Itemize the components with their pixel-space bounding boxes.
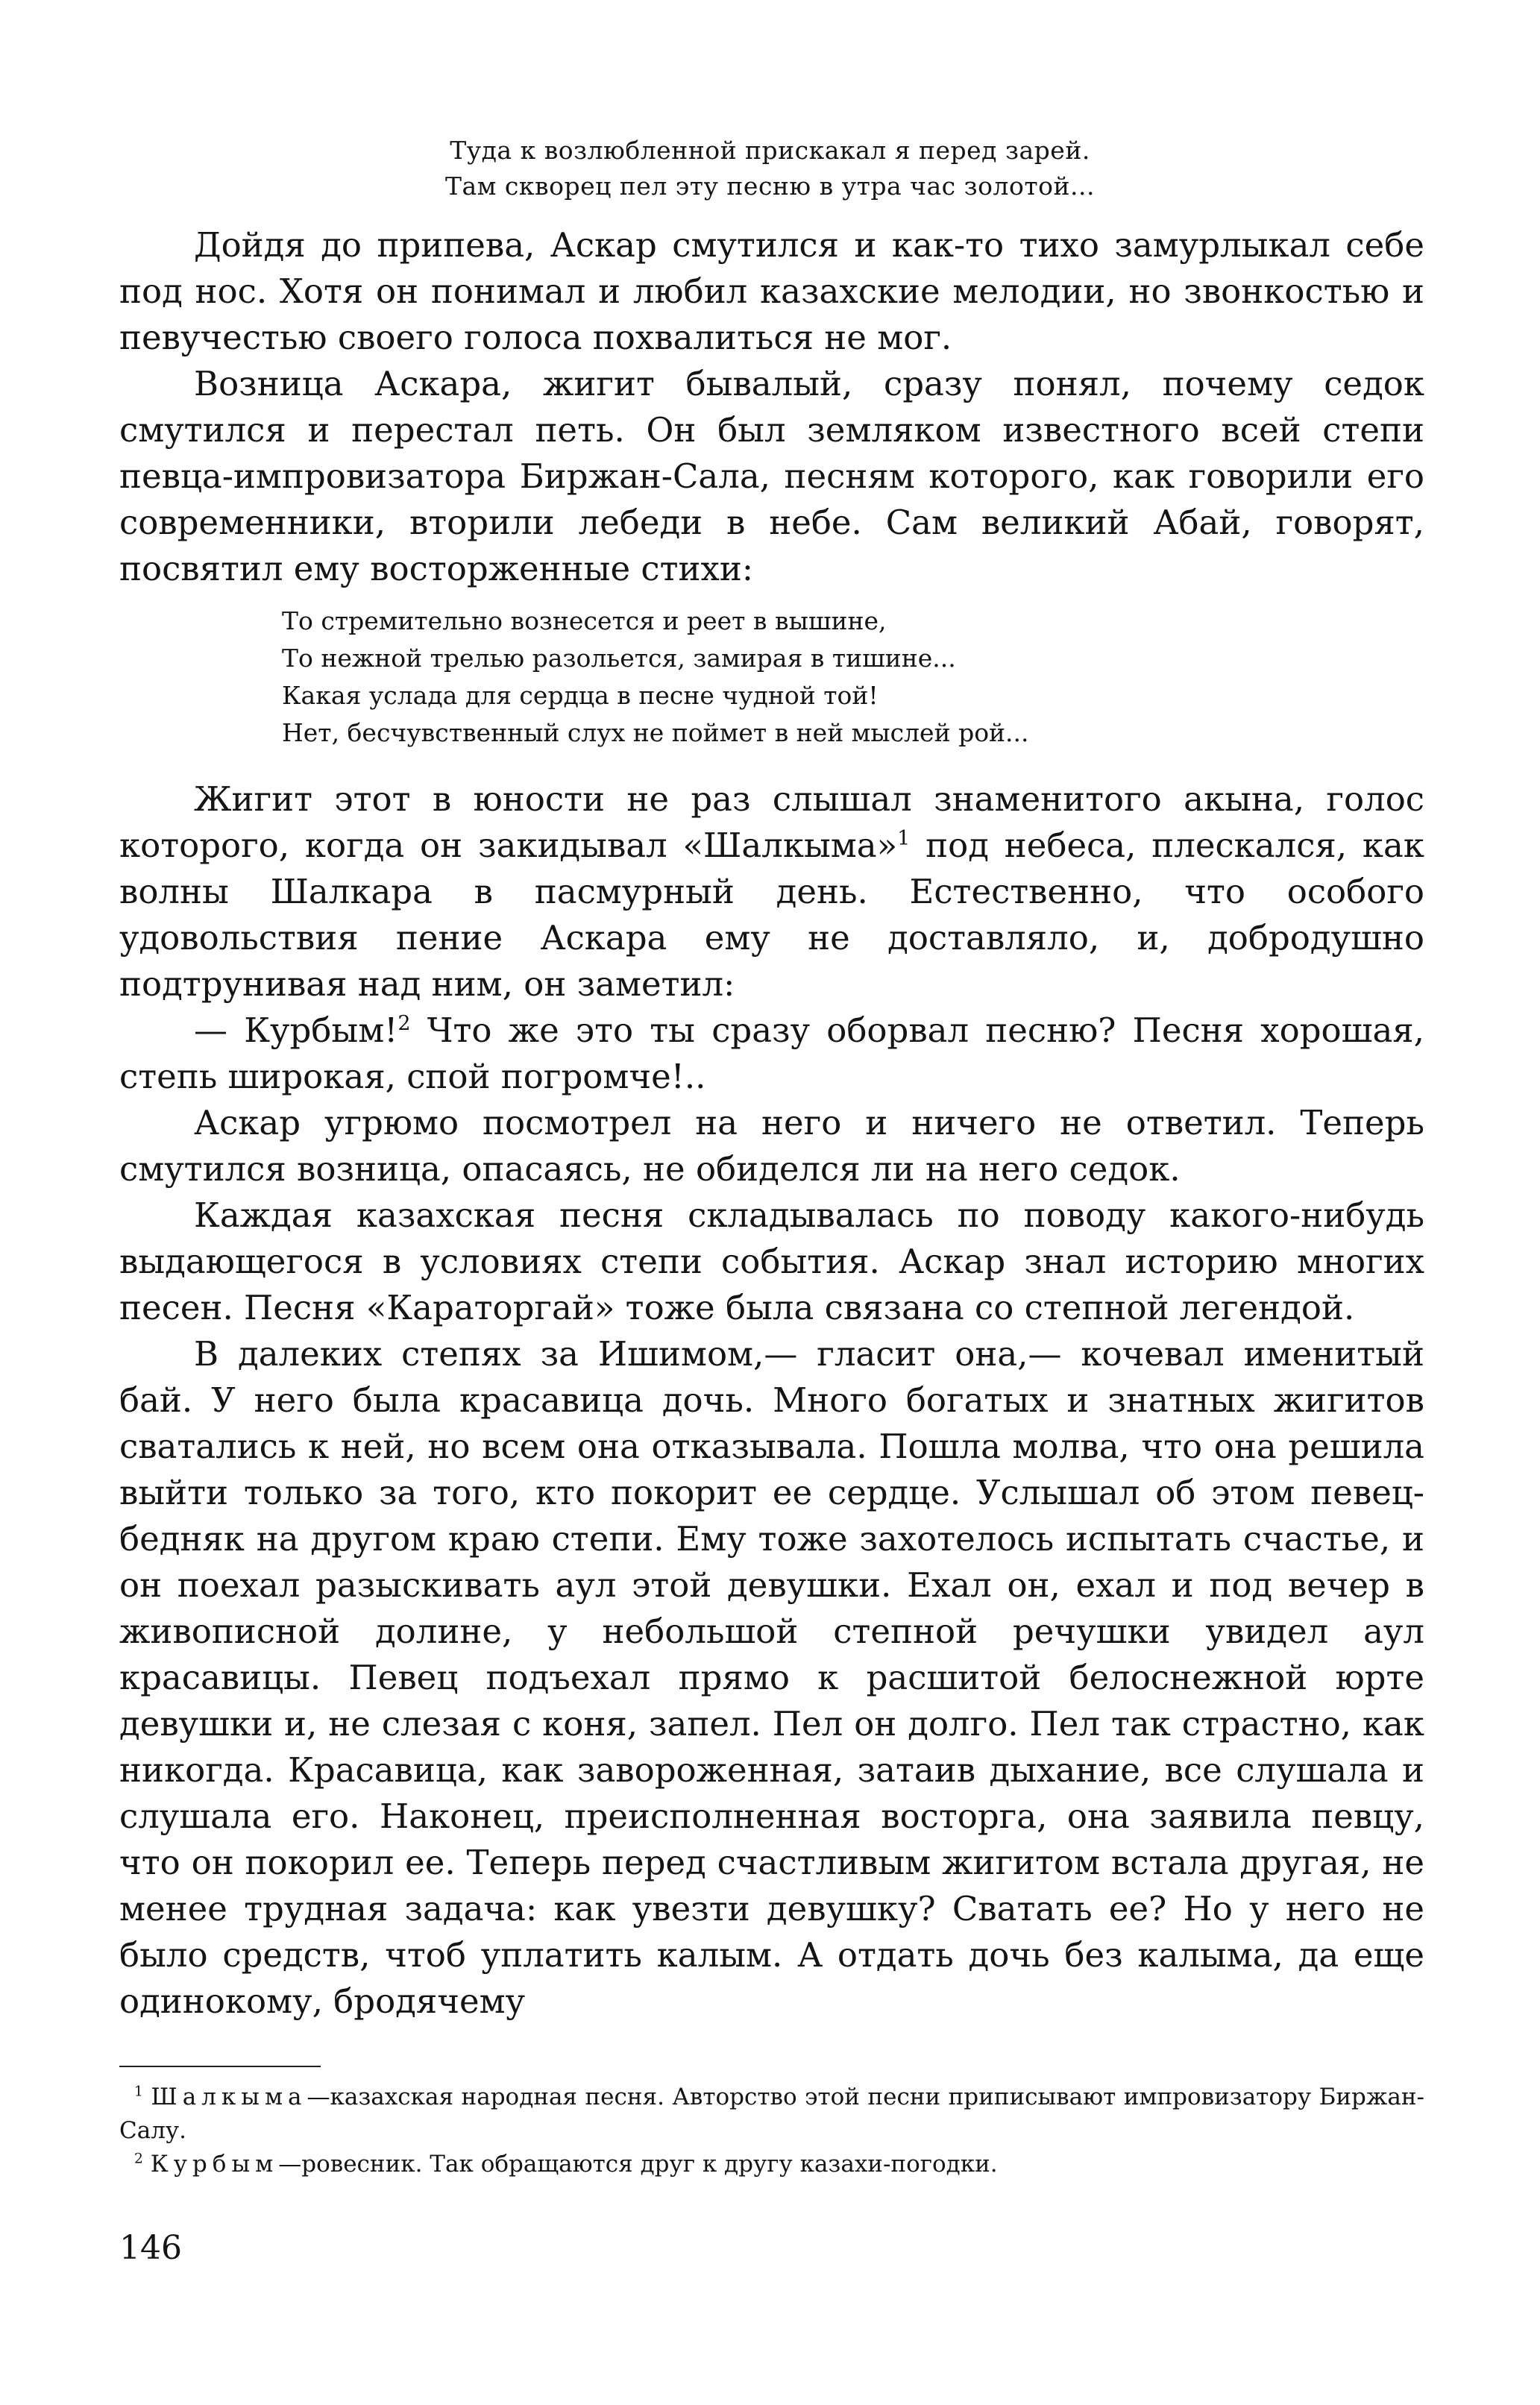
- page-number: 146: [119, 2229, 182, 2267]
- footnote: [119, 2148, 1424, 2181]
- paragraph-text: Жигит этот в юности не раз слышал знаменитого акына, голос которого, когда он закидывал «Шалкыма»: [119, 779, 1424, 865]
- verse-quote: [282, 603, 1029, 752]
- footnote-term: Курбым: [150, 2151, 279, 2178]
- footnote-mark: 1: [134, 2084, 143, 2100]
- paragraph: В далеких степях за Ишимом,— гласит она,— кочевал именитый бай. У него была красавица дочь. Много богатых и знатных жигитов сватались к ней, но всем она отказывала. Пошла молва, что она решила выйти только за того, кто покорит ее сердце. Услышал об этом певец-бедняк на другом краю степи. Ему тоже захотелось испытать счастье, и он поехал разыскивать аул этой девушки. Ехал он, ехал и под вечер в живописной долине, у небольшой степной речушки увидел аул красавицы. Певец подъехал прямо к расшитой белоснежной юрте девушки и, не слезая с коня, запел. Пел он долго. Пел так страстно, как никогда. Красавица, как завороженная, затаив дыхание, все слушала и слушала его. Наконец, преисполненная восторга, она заявила певцу, что он покорил ее. Теперь перед счастливым жигитом встала другая, не менее трудная задача: как увезти девушку? Сватать ее? Но у него не было средств, чтоб уплатить калым. А отдать дочь без калыма, да еще одинокому, бродячему: [119, 1334, 1424, 2021]
- footnote: [119, 2081, 1424, 2148]
- paragraph-text: Что же это ты сразу оборвал песню? Песня хорошая, степь широкая, спой погромче!..: [119, 1010, 1424, 1096]
- paragraph: Каждая казахская песня складывалась по поводу какого-нибудь выдающегося в условиях степи события. Аскар знал историю многих песен. Песня «Караторгай» тоже была связана со степной легендой.: [119, 1195, 1424, 1327]
- paragraph: [119, 1007, 1424, 1100]
- paragraph: Возница Аскара, жигит бывалый, сразу понял, почему седок смутился и перестал петь. Он был земляком известного всей степи певца-импровизатора Биржан-Сала, песням которого, как говорили его современники, вторили лебеди в небе. Сам великий Абай, говорят, посвятил ему восторженные стихи:: [119, 364, 1424, 588]
- paragraph-text: — Курбым!: [194, 1010, 398, 1050]
- epigraph-line: Туда к возлюбленной прискакал я перед зарей.: [450, 136, 1090, 165]
- paragraph: [119, 776, 1424, 1007]
- paragraph: Дойдя до припева, Аскар смутился и как-то тихо замурлыкал себе под нос. Хотя он понимал и любил казахские мелодии, но звонкостью и певучестью своего голоса похвалиться не мог.: [119, 225, 1424, 357]
- footnote-ref: 2: [397, 1012, 411, 1035]
- footnote-divider: [119, 2066, 321, 2067]
- footnote-mark: 2: [134, 2151, 143, 2167]
- verse-line: Нет, бесчувственный слух не поймет в ней мыслей рой...: [282, 718, 1029, 747]
- verse-line: То нежной трелью разольется, замирая в тишине...: [282, 644, 956, 673]
- footnote-ref: 1: [897, 827, 911, 850]
- footnote-text: —ровесник. Так обращаются друг к другу казахи-погодки.: [278, 2151, 998, 2178]
- paragraph: Аскар угрюмо посмотрел на него и ничего не ответил. Теперь смутился возница, опасаясь, не обиделся ли на него седок.: [119, 1103, 1424, 1189]
- verse-line: То стремительно вознесется и реет в вышине,: [282, 606, 887, 635]
- epigraph-line: Там скворец пел эту песню в утра час золотой...: [445, 172, 1095, 201]
- footnote-term: Шалкыма: [151, 2084, 307, 2110]
- footnotes: [119, 2081, 1424, 2181]
- body-text-main: [119, 776, 1424, 2025]
- verse-line: Какая услада для сердца в песне чудной той!: [282, 681, 879, 710]
- footnote-text: —казахская народная песня. Авторство этой песни приписывают импровизатору Биржан-Салу.: [119, 2084, 1424, 2144]
- epigraph: [0, 133, 1540, 204]
- paragraph-text: под небеса, плескался, как волны Шалкара в пасмурный день. Естественно, что особого удовольствия пение Аскара ему не доставляло, и, добродушно подтрунивая над ним, он заметил:: [119, 826, 1424, 1004]
- body-text-top: [119, 222, 1424, 592]
